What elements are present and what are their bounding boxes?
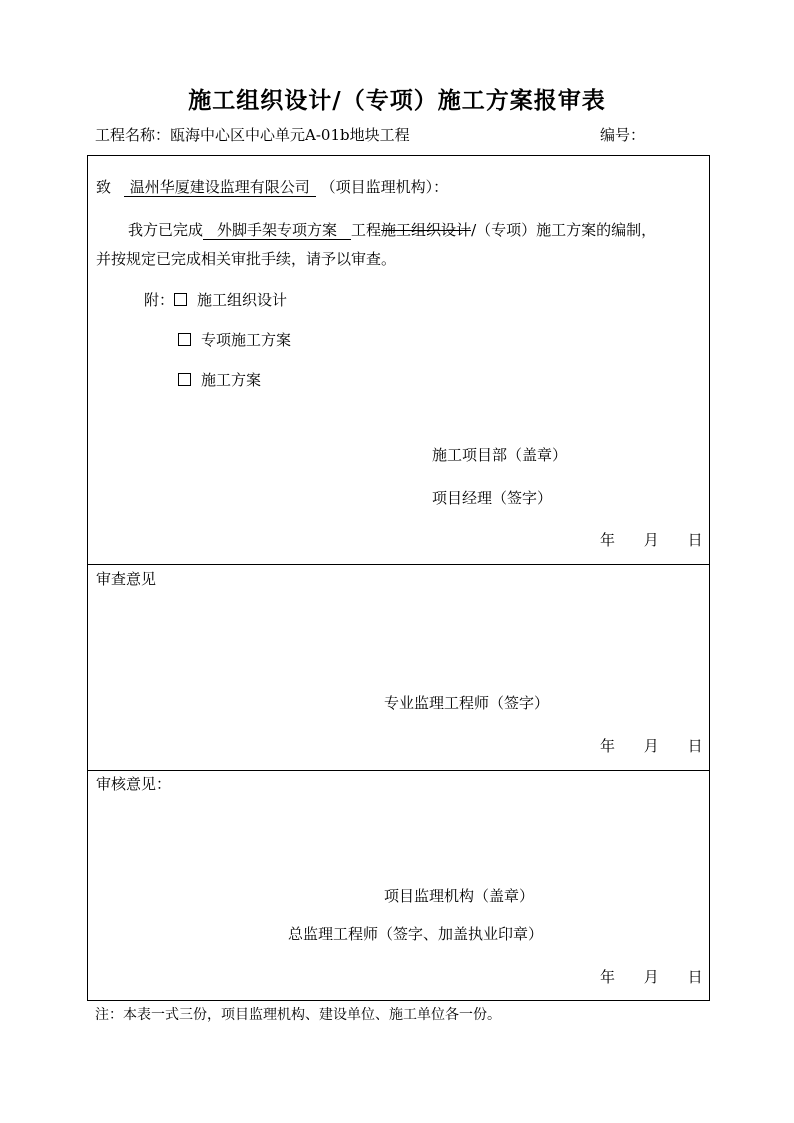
month-label: 月 <box>643 531 659 549</box>
addressee-line <box>96 176 448 197</box>
supervisor-name: 温州华厦建设监理有限公司 <box>124 178 316 197</box>
checkbox-icon[interactable] <box>174 293 187 306</box>
checkbox-icon[interactable] <box>178 373 191 386</box>
chief-engineer-sign: 总监理工程师（签字、加盖执业印章） <box>288 925 544 943</box>
checkbox-icon[interactable] <box>178 333 191 346</box>
option-label: 施工组织设计 <box>197 291 288 309</box>
approval-request-line: 并按规定已完成相关审批手续，请予以审查。 <box>96 250 397 268</box>
to-suffix: （项目监理机构）： <box>320 178 449 196</box>
section-divider-1 <box>88 564 709 565</box>
day-label: 日 <box>687 737 703 755</box>
line1-suffix: /（专项）施工方案的编制， <box>471 221 657 239</box>
month-label: 月 <box>643 737 659 755</box>
project-name-row <box>95 124 410 145</box>
line1-prefix: 我方已完成 <box>128 221 204 239</box>
project-name: 瓯海中心区中心单元A-01b地块工程 <box>170 126 410 144</box>
date-line-2 <box>600 735 703 756</box>
date-line-1 <box>600 529 703 550</box>
specialist-engineer-sign: 专业监理工程师（签字） <box>384 694 550 712</box>
option-label: 专项施工方案 <box>201 331 292 349</box>
section-divider-2 <box>88 770 709 771</box>
day-label: 日 <box>687 531 703 549</box>
year-label: 年 <box>600 737 616 755</box>
to-prefix: 致 <box>96 178 112 196</box>
project-manager-sign: 项目经理（签字） <box>432 489 553 507</box>
approval-form-table <box>87 155 710 1001</box>
attachment-option-1[interactable] <box>144 289 287 310</box>
footnote: 注：本表一式三份，项目监理机构、建设单位、施工单位各一份。 <box>95 1007 501 1023</box>
supervision-org-seal: 项目监理机构（盖章） <box>384 887 535 905</box>
line1-mid: 工程 <box>351 221 382 239</box>
option-label: 施工方案 <box>201 371 262 389</box>
completion-line <box>128 219 656 240</box>
project-label: 工程名称： <box>95 126 171 144</box>
review-opinion-label: 审查意见 <box>96 570 157 588</box>
attachment-option-3[interactable] <box>178 369 261 390</box>
month-label: 月 <box>643 968 659 986</box>
project-dept-seal: 施工项目部（盖章） <box>432 446 568 464</box>
number-label: 编号： <box>600 126 646 144</box>
attach-label: 附： <box>144 291 175 309</box>
plan-name: 外脚手架专项方案 <box>203 221 351 240</box>
day-label: 日 <box>687 968 703 986</box>
year-label: 年 <box>600 968 616 986</box>
attachment-option-2[interactable] <box>178 329 291 350</box>
form-title: 施工组织设计/（专项）施工方案报审表 <box>188 87 606 114</box>
year-label: 年 <box>600 531 616 549</box>
audit-opinion-label: 审核意见： <box>96 775 172 793</box>
date-line-3 <box>600 966 703 987</box>
struck-org-design: 施工组织设计 <box>381 221 472 239</box>
